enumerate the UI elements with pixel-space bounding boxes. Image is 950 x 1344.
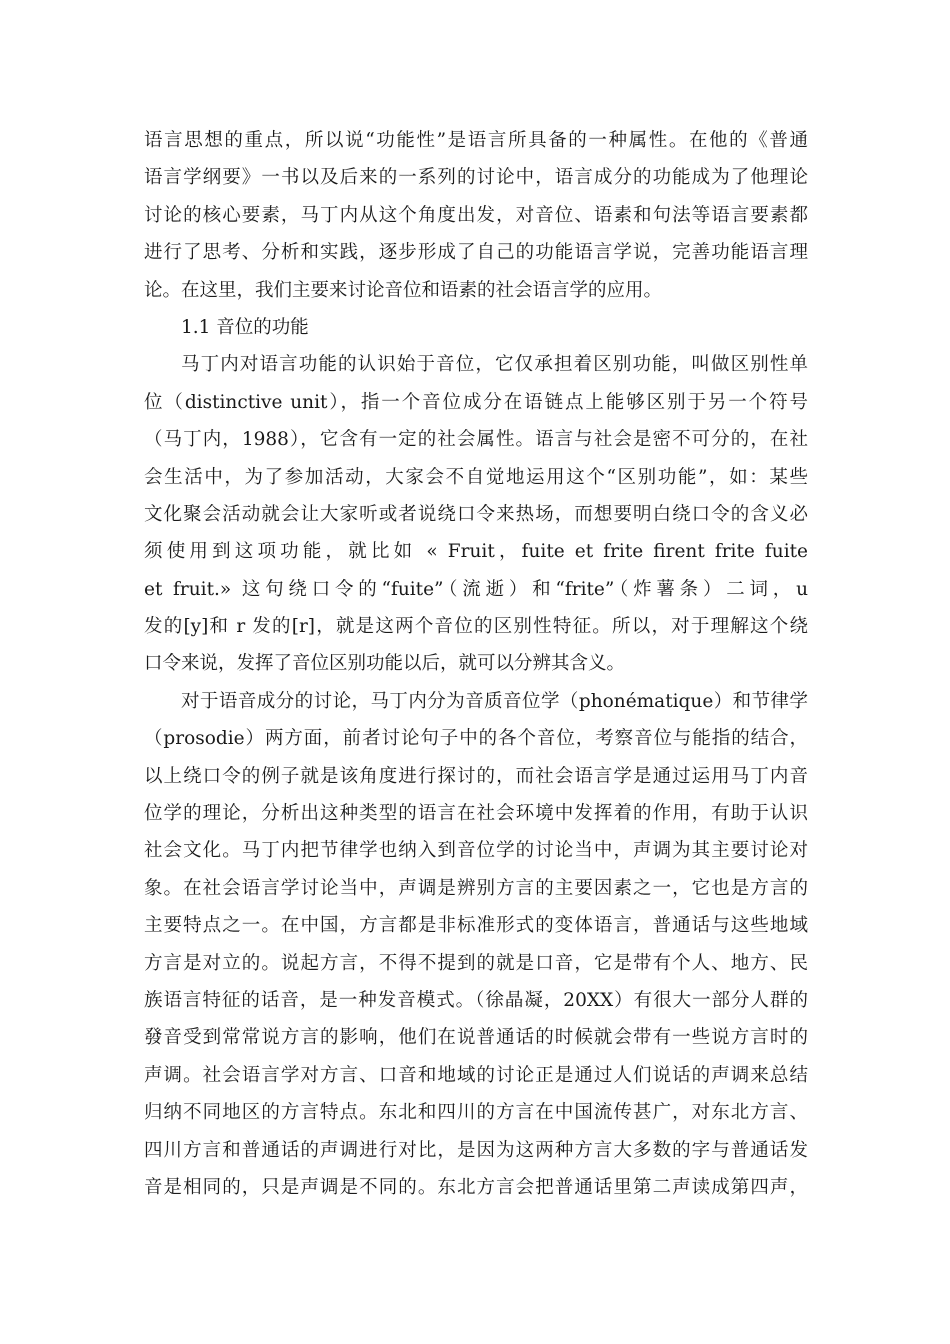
text-line: 马丁内对语言功能的认识始于音位，它仅承担着区别功能，叫做区别性单	[181, 354, 808, 376]
text-line: 社会文化。马丁内把节律学也纳入到音位学的讨论当中，声调为其主要讨论对	[144, 840, 808, 862]
text-line: 主要特点之一。在中国，方言都是非标准形式的变体语言，普通话与这些地域	[144, 915, 808, 937]
text-line: 论。在这里，我们主要来讨论音位和语素的社会语言学的应用。	[144, 279, 663, 301]
text-line: 语言学纲要》一书以及后来的一系列的讨论中，语言成分的功能成为了他理论	[144, 167, 808, 189]
text-line: 族语言特征的话音，是一种发音模式。（徐晶凝，20XX）有很大一部分人群的	[144, 989, 808, 1011]
section-heading: 1.1 音位的功能	[181, 316, 309, 338]
text-line: 对于语音成分的讨论，马丁内分为音质音位学（phonématique）和节律学	[181, 690, 808, 712]
text-line: 象。在社会语言学讨论当中，声调是辨别方言的主要因素之一，它也是方言的	[144, 877, 808, 899]
text-line: 方言是对立的。说起方言，不得不提到的就是口音，它是带有个人、地方、民	[144, 952, 808, 974]
text-line: 位（distinctive unit），指一个音位成分在语链点上能够区别于另一个符号	[144, 391, 808, 413]
text-line: （马丁内，1988），它含有一定的社会属性。语言与社会是密不可分的，在社	[144, 429, 808, 451]
text-line: 口令来说，发挥了音位区别功能以后，就可以分辨其含义。	[144, 653, 626, 675]
text-line: 归纳不同地区的方言特点。东北和四川的方言在中国流传甚广，对东北方言、	[144, 1102, 808, 1124]
text-line: 发的[y]和 r 发的[r]，就是这两个音位的区别性特征。所以，对于理解这个绕	[144, 616, 808, 638]
text-line: 进行了思考、分析和实践，逐步形成了自己的功能语言学说，完善功能语言理	[144, 242, 808, 264]
paragraph-2	[144, 346, 808, 683]
paragraph-3	[144, 683, 808, 1206]
text-line: （prosodie）两方面，前者讨论句子中的各个音位，考察音位与能指的结合，	[144, 728, 808, 750]
text-line: 音是相同的，只是声调是不同的。东北方言会把普通话里第二声读成第四声，	[144, 1176, 808, 1198]
text-line: 声调。社会语言学对方言、口音和地域的讨论正是通过人们说话的声调来总结	[144, 1064, 808, 1086]
text-line: 文化聚会活动就会让大家听或者说绕口令来热场，而想要明白绕口令的含义必	[144, 503, 808, 525]
text-line: et fruit.» 这句绕口令的“fuite”（流逝）和“frite”（炸薯条）二词，u	[144, 578, 808, 600]
text-line: 语言思想的重点，所以说“功能性”是语言所具备的一种属性。在他的《普通	[144, 130, 808, 151]
text-line: 發音受到常常说方言的影响，他们在说普通话的时候就会带有一些说方言时的	[144, 1027, 808, 1049]
text-line: 以上绕口令的例子就是该角度进行探讨的，而社会语言学是通过运用马丁内音	[144, 765, 808, 787]
text-line: 会生活中，为了参加活动，大家会不自觉地运用这个“区别功能”，如：某些	[144, 466, 808, 488]
text-line: 四川方言和普通话的声调进行对比，是因为这两种方言大多数的字与普通话发	[144, 1139, 808, 1161]
paragraph-1	[144, 122, 808, 309]
body-text	[144, 122, 808, 1206]
text-line: 须使用到这项功能，就比如 « Fruit，fuite et frite firent frite fuite	[144, 541, 808, 563]
text-line: 讨论的核心要素，马丁内从这个角度出发，对音位、语素和句法等语言要素都	[144, 204, 808, 226]
text-line: 位学的理论，分析出这种类型的语言在社会环境中发挥着的作用，有助于认识	[144, 803, 808, 825]
